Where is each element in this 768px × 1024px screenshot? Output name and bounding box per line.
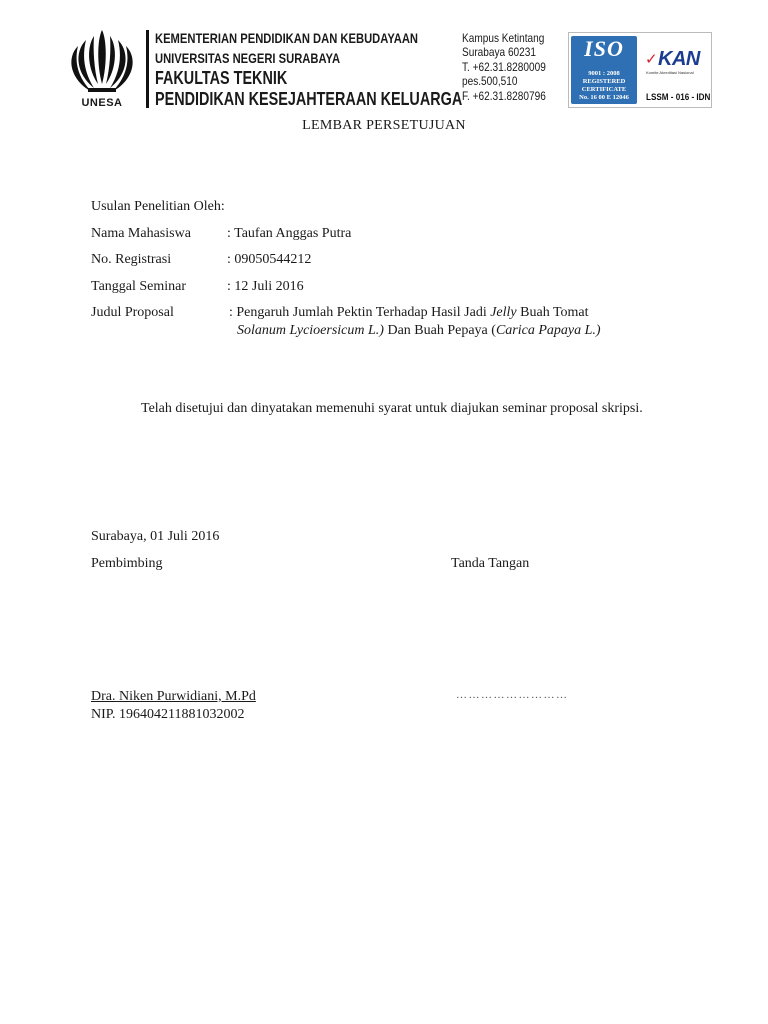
field-value-proposal-title-line1 (229, 305, 589, 321)
department-name: PENDIDIKAN KESEJAHTERAAN KELUARGA (155, 89, 463, 109)
supervisor-nip: NIP. 196404211881032002 (91, 707, 245, 722)
approval-statement: Telah disetujui dan dinyatakan memenuhi syarat untuk diajukan seminar proposal skripsi. (141, 401, 643, 416)
field-label-student-name: Nama Mahasiswa (91, 226, 191, 241)
supervisor-label: Pembimbing (91, 556, 163, 571)
field-value-proposal-title-line2 (237, 323, 601, 339)
faculty-name: FAKULTAS TEKNIK (155, 68, 288, 88)
proposer-heading: Usulan Penelitian Oleh: (91, 199, 225, 214)
field-value-seminar-date: : 12 Juli 2016 (227, 279, 304, 294)
iso-line: No. 16 00 E 12046 (579, 94, 629, 101)
kan-check-icon: ✓ (645, 51, 658, 68)
signature-line: ……………………… (456, 689, 569, 701)
kan-subtitle: Komite Akreditasi Nasional (646, 70, 694, 75)
contact-line: T. +62.31.8280009 (462, 59, 546, 74)
logo-wordmark: UNESA (81, 97, 123, 109)
document-title: LEMBAR PERSETUJUAN (302, 118, 466, 133)
ministry-name: KEMENTERIAN PENDIDIKAN DAN KEBUDAYAAN (155, 30, 419, 46)
contact-line: F. +62.31.8280796 (462, 88, 546, 103)
contact-line: Kampus Ketintang (462, 31, 545, 45)
title-italic: Solanum Lycioersicum L.) (237, 323, 384, 338)
field-label-proposal-title: Judul Proposal (91, 305, 174, 320)
iso-certificate-text (572, 70, 636, 102)
iso-title: ISO (584, 36, 624, 61)
iso-line: 9001 : 2008 (588, 70, 620, 77)
kan-title: KAN (658, 48, 700, 70)
title-italic: Carica Papaya L.) (495, 323, 601, 338)
signature-label: Tanda Tangan (451, 556, 530, 571)
title-text: : Pengaruh Jumlah Pektin Terhadap Hasil Jadi (229, 305, 491, 320)
contact-line: pes.500,510 (462, 74, 518, 89)
field-label-registration: No. Registrasi (91, 252, 172, 267)
contact-block (462, 31, 546, 103)
title-text: Buah Tomat (516, 305, 589, 320)
kan-code: LSSM - 016 - IDN (646, 92, 711, 102)
title-text: Dan Buah Pepaya ( (383, 323, 496, 338)
place-date: Surabaya, 01 Juli 2016 (91, 529, 220, 544)
iso-line: CERTIFICATE (581, 86, 627, 93)
university-name: UNIVERSITAS NEGERI SURABAYA (155, 50, 341, 66)
field-value-registration: : 09050544212 (227, 252, 312, 267)
contact-line: Surabaya 60231 (462, 45, 536, 60)
field-value-student-name: : Taufan Anggas Putra (227, 226, 352, 241)
title-italic: Jelly (490, 305, 517, 320)
iso-line: REGISTERED (582, 78, 626, 85)
supervisor-name: Dra. Niken Purwidiani, M.Pd (91, 689, 256, 704)
header-divider (146, 30, 149, 108)
field-label-seminar-date: Tanggal Seminar (91, 279, 187, 294)
